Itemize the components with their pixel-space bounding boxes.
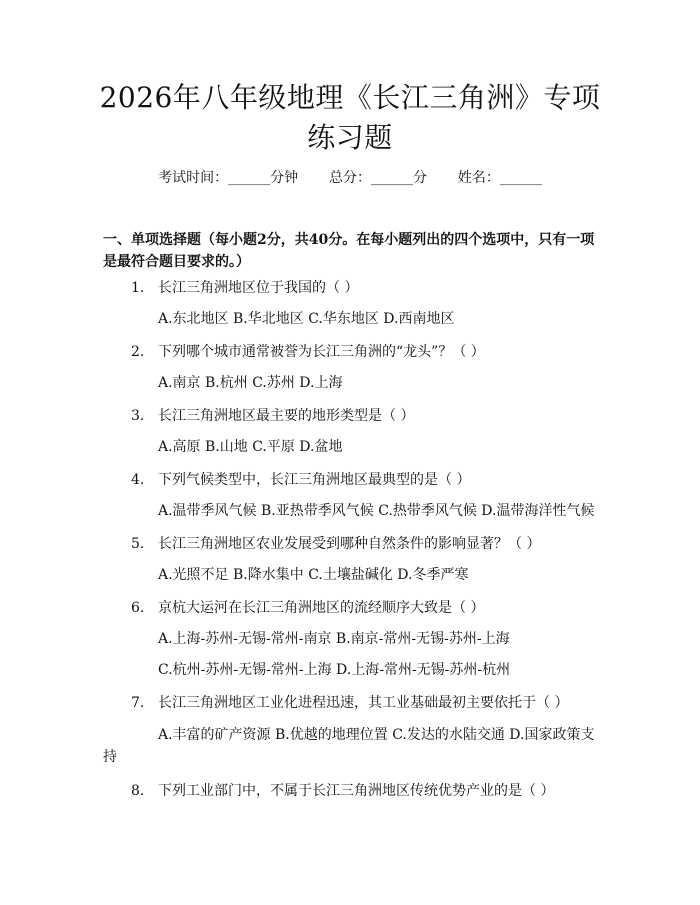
student-name-field [458,168,542,188]
exam-time-unit: 分钟 [270,170,299,186]
question-stem [103,342,601,362]
question-options: A.南京 B.杭州 C.苏州 D.上海 [158,375,343,391]
question-options-line-1: A.上海-苏州-无锡-常州-南京 B.南京-常州-无锡-苏州-上海 [158,631,510,647]
question-text: 长江三角洲地区工业化进程迅速，其工业基础最初主要依托于（ ） [158,695,569,711]
question-number: 1. [131,280,145,296]
question-number: 3. [131,408,145,424]
question-stem [103,534,601,554]
question-number: 7. [131,695,145,711]
question-text: 下列工业部门中，不属于长江三角洲地区传统优势产业的是（ ） [158,783,555,799]
page-title: 2026年八年级地理《长江三角洲》专项练习题 [99,81,601,154]
total-score-unit: 分 [413,170,427,186]
question-text: 下列哪个城市通常被誉为长江三角洲的“龙头”？（ ） [158,344,485,360]
question-number: 2. [131,344,145,360]
total-score-field [329,168,427,188]
question-text: 长江三角洲地区最主要的地形类型是（ ） [158,408,415,424]
question-stem [103,598,601,618]
question-list [103,278,601,801]
question-stem [103,278,601,298]
question-stem [103,781,601,801]
question-text: 长江三角洲地区农业发展受到哪种自然条件的影响显著？（ ） [158,536,541,552]
exam-time-blank: ______ [228,170,271,186]
question-text: 京杭大运河在长江三角洲地区的流经顺序大致是（ ） [158,600,485,616]
section-header-single-choice: 一、单项选择题（每小题2分，共40分。在每小题列出的四个选项中，只有一项是最符合题目要求的。） [103,232,595,270]
question-options: A.高原 B.山地 C.平原 D.盆地 [158,439,343,455]
question-number: 6. [131,600,145,616]
question-number: 5. [131,536,145,552]
question-options-line-2: C.杭州-苏州-无锡-常州-上海 D.上海-常州-无锡-苏州-杭州 [158,662,511,678]
question-3 [103,406,601,457]
question-stem [103,693,601,713]
question-options: A.丰富的矿产资源 B.优越的地理位置 C.发达的水陆交通 D.国家政策支持 [103,727,595,765]
question-text: 下列气候类型中，长江三角洲地区最典型的是（ ） [158,472,471,488]
question-options: A.东北地区 B.华北地区 C.华东地区 D.西南地区 [158,311,455,327]
question-7 [103,693,601,768]
question-options: A.温带季风气候 B.亚热带季风气候 C.热带季风气候 D.温带海洋性气候 [158,503,595,519]
question-4 [103,470,601,521]
question-number: 4. [131,472,145,488]
question-number: 8. [131,783,145,799]
question-6 [103,598,601,680]
question-text: 长江三角洲地区位于我国的（ ） [158,280,359,296]
question-5 [103,534,601,585]
student-name-label: 姓名： [457,170,500,186]
question-stem [103,406,601,426]
question-options: A.光照不足 B.降水集中 C.土壤盐碱化 D.冬季严寒 [158,567,469,583]
question-2 [103,342,601,393]
total-score-label: 总分： [329,170,371,186]
student-name-blank: ______ [499,170,542,186]
question-8 [103,781,601,801]
question-1 [103,278,601,329]
exam-time-label: 考试时间： [158,170,229,186]
exam-time-field [158,168,298,188]
question-stem [103,470,601,490]
exam-info-line [0,168,700,188]
total-score-blank: ______ [371,170,413,186]
